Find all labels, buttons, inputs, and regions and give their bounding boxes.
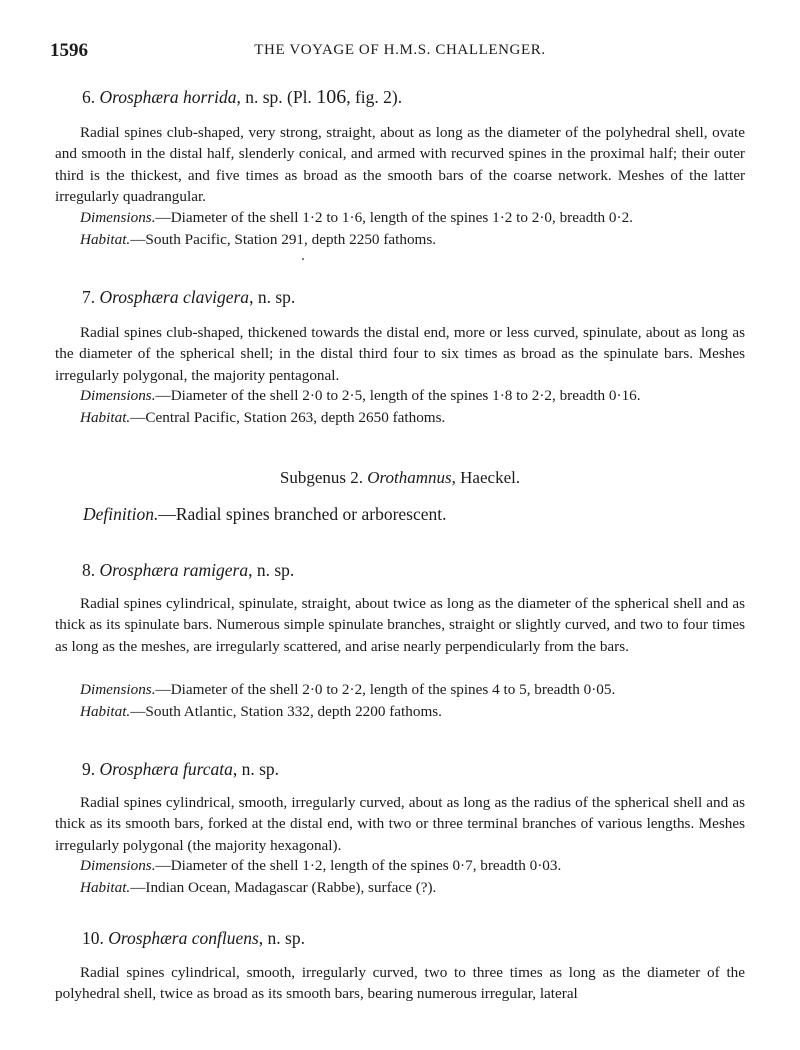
subgenus-author: , Haeckel.	[451, 468, 521, 487]
definition-text: —Radial spines branched or arborescent.	[158, 504, 447, 524]
species-8-dimensions	[80, 681, 615, 699]
species-name: Orosphæra ramigera	[99, 560, 249, 580]
dimensions-text: —Diameter of the shell 2·0 to 2·5, length of the spines 1·8 to 2·2, breadth 0·16.	[155, 387, 641, 404]
species-suffix: , n. sp.	[248, 560, 295, 580]
definition-label: Definition.	[83, 504, 159, 524]
species-8-description: Radial spines cylindrical, spinulate, straight, about twice as long as the diameter of the spherical shell and as thick as its spinulate bars. Numerous simple spinulate branches, straight or slightly curved, and two to four times as long as the meshes, are irregularly scattered, and arise nearly perpendicularly from the bars.	[55, 595, 745, 655]
species-suffix: , n. sp.	[249, 287, 296, 307]
species-suffix: , fig. 2).	[346, 87, 403, 107]
habitat-label: Habitat.	[80, 231, 131, 248]
habitat-text: —Indian Ocean, Madagascar (Rabbe), surface (?).	[130, 879, 437, 896]
species-name: Orosphæra furcata	[99, 759, 233, 779]
subgenus-definition	[83, 504, 447, 525]
species-7-dimensions	[80, 387, 641, 405]
habitat-text: —South Pacific, Station 291, depth 2250 fathoms.	[130, 231, 437, 248]
dimensions-label: Dimensions.	[80, 209, 156, 226]
page-number: 1596	[50, 40, 88, 61]
habitat-label: Habitat.	[80, 409, 131, 426]
species-number: 7.	[82, 287, 96, 307]
species-10-title	[82, 928, 305, 949]
species-8-title	[82, 560, 294, 581]
species-9-dimensions	[80, 857, 561, 875]
species-9-description: Radial spines cylindrical, smooth, irregularly curved, about as long as the radius of the spherical shell and as thick as its smooth bars, forked at the distal end, with two or three terminal branches of various lengths. Meshes irregularly polygonal (the majority hexagonal).	[55, 794, 745, 854]
dimensions-label: Dimensions.	[80, 681, 156, 698]
species-number: 10.	[82, 928, 104, 948]
species-6-dimensions	[80, 209, 633, 227]
dimensions-text: —Diameter of the shell 1·2 to 1·6, length of the spines 1·2 to 2·0, breadth 0·2.	[155, 209, 633, 226]
habitat-text: —Central Pacific, Station 263, depth 2650 fathoms.	[130, 409, 446, 426]
dimensions-text: —Diameter of the shell 1·2, length of the spines 0·7, breadth 0·03.	[155, 857, 562, 874]
subgenus-name: Orothamnus	[367, 468, 452, 487]
species-10-description: Radial spines cylindrical, smooth, irregularly curved, two to three times as long as the diameter of the polyhedral shell, twice as broad as its smooth bars, bearing numerous irregular, lateral	[55, 964, 745, 1003]
running-title: THE VOYAGE OF H.M.S. CHALLENGER.	[254, 42, 546, 58]
species-suffix: , n. sp.	[258, 928, 305, 948]
habitat-label: Habitat.	[80, 703, 131, 720]
species-6-habitat	[80, 231, 436, 249]
species-name: Orosphæra confluens	[108, 928, 259, 948]
habitat-label: Habitat.	[80, 879, 131, 896]
plate-number: 106	[316, 86, 347, 108]
subgenus-heading	[0, 468, 800, 488]
species-number: 6.	[82, 87, 96, 107]
dimensions-label: Dimensions.	[80, 857, 156, 874]
species-number: 9.	[82, 759, 96, 779]
page-header	[50, 40, 750, 64]
species-6-description: Radial spines club-shaped, very strong, straight, about as long as the diameter of the polyhedral shell, ovate and smooth in the distal half, slenderly conical, and armed with recurved spines in the proximal half; their outer third is the thickest, and five times as broad as the smooth bars of the coarse network. Meshes of the latter irregularly quadrangular.	[55, 124, 745, 206]
species-9-habitat	[80, 879, 436, 897]
species-name: Orosphæra clavigera	[99, 287, 250, 307]
dimensions-label: Dimensions.	[80, 387, 156, 404]
species-7-habitat	[80, 409, 445, 427]
species-8-habitat	[80, 703, 442, 721]
print-speck	[302, 258, 304, 260]
dimensions-text: —Diameter of the shell 2·0 to 2·2, length of the spines 4 to 5, breadth 0·05.	[155, 681, 616, 698]
species-suffix: , n. sp.	[232, 759, 280, 779]
subgenus-prefix: Subgenus 2.	[279, 468, 368, 487]
species-number: 8.	[82, 560, 96, 580]
species-suffix: , n. sp. (Pl.	[236, 87, 317, 107]
species-9-title	[82, 759, 279, 780]
species-7-description: Radial spines club-shaped, thickened towards the distal end, more or less curved, spinulate, about as long as the diameter of the spherical shell; in the distal third four to six times as broad as the spinulate bars. Meshes irregularly polygonal, the majority pentagonal.	[55, 324, 745, 384]
habitat-text: —South Atlantic, Station 332, depth 2200 fathoms.	[130, 703, 442, 720]
species-name: Orosphæra horrida	[99, 87, 237, 107]
species-6-title	[82, 86, 402, 109]
species-7-title	[82, 287, 295, 308]
